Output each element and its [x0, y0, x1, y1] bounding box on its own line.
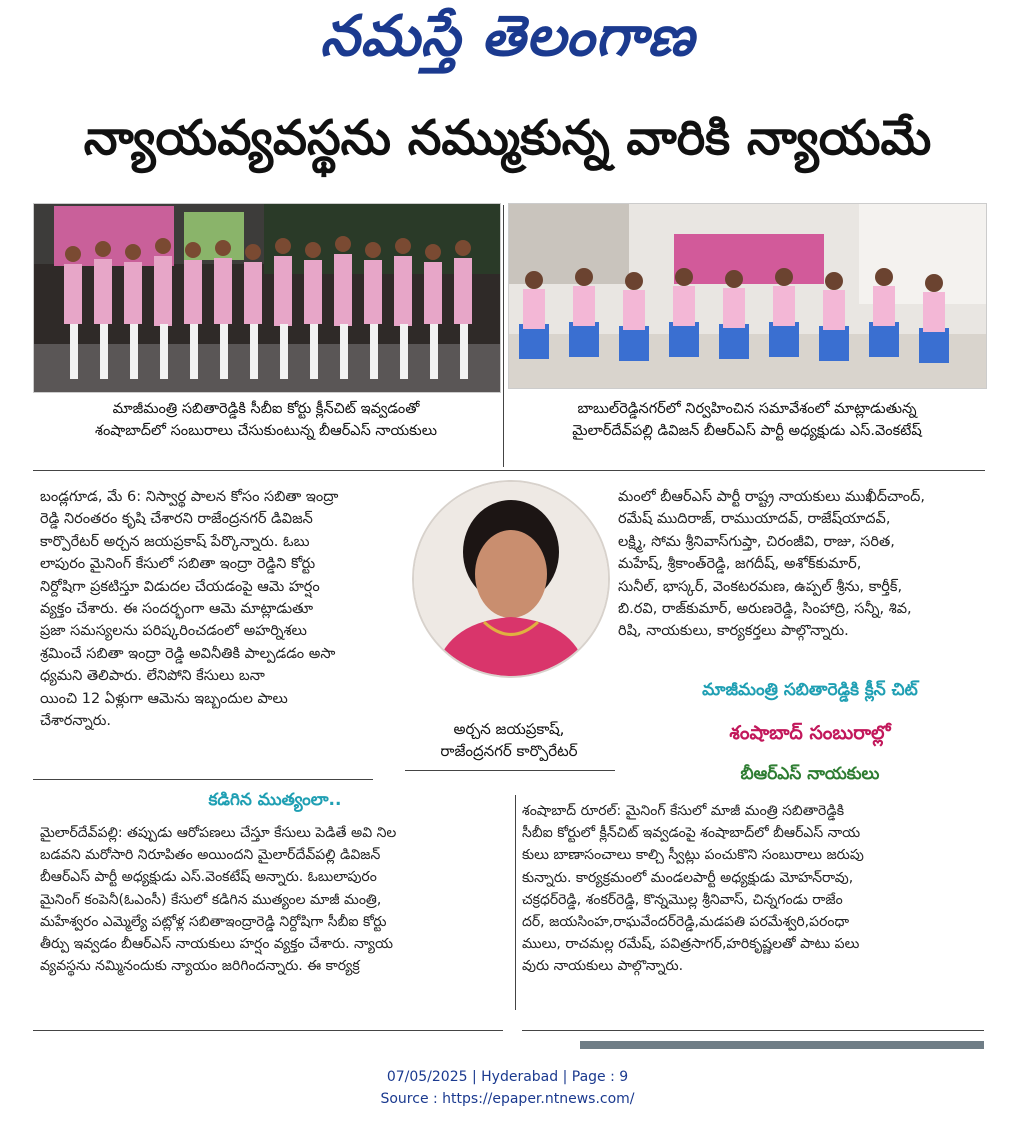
- shamshabad-headline-1: మాజీమంత్రి సబితారెడ్డికి క్లీన్ చిట్: [702, 680, 918, 700]
- caption-line: మాజీమంత్రి సబితారెడ్డికి సీబీఐ కోర్టు క్లీన్‌చిట్ ఇవ్వడంతో: [112, 401, 420, 417]
- left-photo-caption: [40, 398, 492, 442]
- article-line: చక్రధర్‌రెడ్డి, శంకర్‌రెడ్డి, కొన్నమొల్ల శ్రీనివాస్, చిన్నగండు రాజేం: [522, 891, 843, 908]
- caption-line: బాబుల్‌రెడ్డినగర్‌లో నిర్వహించిన సమావేశంలో మాట్లాడుతున్న: [577, 401, 917, 417]
- article-line: బడవని మరోసారి నిరూపితం అయిందని మైలార్‌దేవ్‌పల్లి డివిజన్: [40, 847, 381, 864]
- article-line: శంషాబాద్ రూరల్: మైనింగ్ కేసులో మాజీ మంత్రి సబితారెడ్డికి: [522, 803, 845, 819]
- article-line: ములు, రాచమల్ల రమేష్, పవిత్రసాగర్,హరికృష్ణలతో పాటు పలు: [522, 936, 860, 953]
- article-line: దర్, జయసింహ,రాఘవేందర్‌రెడ్డి,మడపతి పరమేశ్వరి,పరంధా: [522, 914, 850, 931]
- pearl-subhead: కడిగిన ముత్యంలా..: [208, 790, 342, 810]
- portrait-name: అర్చన జయప్రకాష్,: [453, 720, 565, 738]
- article-line: శ్రమించే సబితా ఇంద్రా రెడ్డి అవినీతికి పాల్పడడం అసా: [40, 645, 336, 662]
- article-line: లక్ష్మి, సోమ శ్రీనివాస్‌గుప్తా, చిరంజీవి, రాజు, సరిత,: [618, 533, 895, 550]
- footer-source: Source : https://epaper.ntnews.com/: [380, 1091, 635, 1107]
- article-line: బండ్లగూడ, మే 6: నిస్వార్థ పాలన కోసం సబితా ఇంద్రా: [40, 489, 339, 505]
- celebration-photo: [33, 203, 501, 393]
- article-line: సీబీఐ కోర్టులో క్లీన్‌చిట్ ఇవ్వడంపై శంషాబాద్‌లో బీఆర్‌ఎస్ నాయ: [522, 825, 861, 842]
- section-divider: [33, 779, 373, 780]
- article-line: బీఆర్‌ఎస్ పార్టీ అధ్యక్షుడు ఎస్.వెంకటేష్ అన్నారు. ఓబులాపురం: [40, 869, 377, 886]
- article-line: మైనింగ్ కంపెనీ(ఓఎంసీ) కేసులో కడిగిన ముత్యంల మాజీ మంత్రి,: [40, 891, 382, 908]
- article-line: తీర్పు ఇవ్వడం బీఆర్‌ఎస్ నాయకులు హర్షం వ్యక్తం చేశారు. న్యాయ: [40, 936, 393, 953]
- shamshabad-headline-2: శంషాబాద్ సంబురాల్లో: [729, 722, 891, 744]
- article-line: రిషి, నాయకులు, కార్యకర్తలు పాల్గొన్నారు.: [618, 623, 849, 640]
- caption-line: శంషాబాద్‌లో సంబురాలు చేసుకుంటున్న బీఆర్‌ఎస్ నాయకులు: [94, 423, 437, 439]
- article-line: లాపురం మైనింగ్ కేసులో సబితా ఇంద్రా రెడ్డిని కోర్టు: [40, 556, 316, 573]
- column-divider: [515, 795, 516, 1010]
- caption-divider: [503, 205, 504, 467]
- section-divider: [33, 1030, 503, 1031]
- article-line: బి.రవి, రాజ్‌కుమార్, అరుణరెడ్డి, సింహాద్రి, సన్నీ, శివ,: [618, 601, 912, 618]
- article-bandlaguda: [40, 486, 400, 732]
- article-shamshabad: [522, 800, 982, 978]
- section-divider: [405, 770, 615, 771]
- right-photo-caption: [515, 398, 979, 442]
- article-line: రమేష్ ముదిరాజ్, రాముయాదవ్, రాజేష్‌యాదవ్,: [618, 511, 891, 528]
- section-divider: [33, 470, 985, 471]
- article-line: వ్యక్తం చేశారు. ఈ సందర్భంగా ఆమె మాట్లాడుతూ: [40, 601, 314, 618]
- article-line: మైలార్‌దేవ్‌పల్లి: తప్పుడు ఆరోపణలు చేస్తూ కేసులు పెడితే అవి నిల: [40, 825, 397, 841]
- section-divider: [522, 1030, 984, 1031]
- article-line: మంలో బీఆర్‌ఎస్ పార్టీ రాష్ట్ర నాయకులు ముఖీద్‌చాంద్,: [618, 489, 925, 505]
- portrait-photo: [412, 480, 610, 678]
- portrait-title: రాజేంద్రనగర్ కార్పొరేటర్: [440, 742, 578, 760]
- article-line: వురు నాయకులు పాల్గొన్నారు.: [522, 958, 684, 975]
- article-line: కార్పొరేటర్ అర్చన జయప్రకాష్ పేర్కొన్నారు. ఓబు: [40, 533, 310, 550]
- article-line: కులు బాణాసంచాలు కాల్చి స్వీట్లు పంచుకొని సంబురాలు జరుపు: [522, 847, 864, 864]
- article-line: రెడ్డి నిరంతరం కృషి చేశారని రాజేంద్రనగర్ డివిజన్: [40, 511, 313, 528]
- article-line: నిర్దోషిగా ప్రకటిస్తూ విడుదల చేయడంపై ఆమె హర్షం: [40, 578, 320, 595]
- article-line: ధ్యమని తెలిపారు. లేనిపోని కేసులు బనా: [40, 668, 265, 685]
- article-line: ప్రజా సమస్యలను పరిష్కరించడంలో అహర్నిశలు: [40, 623, 307, 640]
- article-line: కున్నారు. కార్యక్రమంలో మండలపార్టీ అధ్యక్షుడు మోహన్‌రావు,: [522, 869, 854, 886]
- article-line: మహేశ్వరం ఎమ్మెల్యే పట్లోళ్ల సబితాఇంద్రారెడ్డి నిర్దోషిగా సీబీఐ కోర్టు: [40, 913, 387, 930]
- article-mylardevpally: [40, 822, 508, 977]
- cropped-photo-strip: [580, 1041, 984, 1049]
- caption-line: మైలార్‌దేవ్‌పల్లి డివిజన్ బీఆర్‌ఎస్ పార్టీ అధ్యక్షుడు ఎస్.వెంకటేష్: [572, 423, 922, 439]
- newspaper-masthead: నమస్తే తెలంగాణ: [320, 4, 695, 69]
- article-line: యించి 12 ఏళ్లుగా ఆమెను ఇబ్బందుల పాలు: [40, 690, 288, 707]
- meeting-photo: [508, 203, 987, 389]
- article-line: సునీల్, భాస్కర్, వెంకటరమణ, ఉప్పల్ శ్రీను, కార్తీక్,: [618, 578, 903, 595]
- article-line: చేశారన్నారు.: [40, 713, 112, 730]
- article-continuation: [618, 486, 980, 643]
- shamshabad-headline-3: బీఆర్‌ఎస్ నాయకులు: [740, 764, 880, 784]
- page-headline: న్యాయవ్యవస్థను నమ్ముకున్న వారికి న్యాయమే: [83, 110, 932, 166]
- article-line: మహేష్, శ్రీకాంత్‌రెడ్డి, జగదీష్, అశోక్‌కుమార్,: [618, 556, 862, 573]
- article-line: వ్యవస్థను నమ్మినందుకు న్యాయం జరిగిందన్నారు. ఈ కార్యక్ర: [40, 958, 360, 975]
- footer-date-page: 07/05/2025 | Hyderabad | Page : 9: [386, 1069, 629, 1085]
- portrait-caption: [400, 718, 618, 762]
